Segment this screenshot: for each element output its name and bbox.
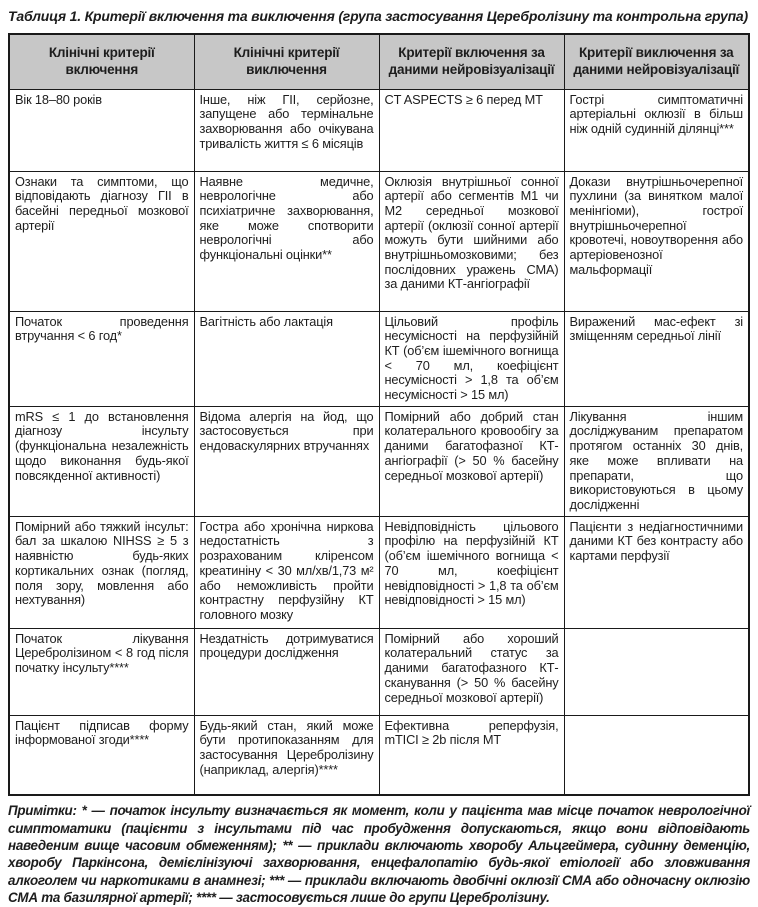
table-title: Таблиця 1. Критерії включення та виключення (група застосування Церебролізину та контрольна група): [8, 8, 748, 24]
table-cell: Невідповідність цільового профілю на перфузійній КТ (об’єм ішемічного вогнища < 70 мл, коефіцієнт невідповідності > 1,8 та об’єм невідповідності > 15 мл): [379, 516, 564, 628]
column-header-clinical-exclusion: Клінічні критерії виключення: [194, 34, 379, 89]
table-cell: Помірний або тяжкий інсульт: бал за шкалою NIHSS ≥ 5 з наявністю будь-яких кортикальних ознак (погляд, поля зору, мовлення або нехтування): [9, 516, 194, 628]
table-cell: Будь-який стан, який може бути протипоказанням для застосування Церебролізину (наприклад, алергія)****: [194, 715, 379, 795]
table-row: [9, 406, 749, 516]
table-cell: Докази внутрішньочерепної пухлини (за винятком малої менінгіоми), гострої внутрішньочерепної кровотечі, новоутворення або артеріовенозної мальформації: [564, 171, 749, 311]
table-cell: Помірний або добрий стан колатерального кровообігу за даними багатофазної КТ-ангіографії (> 50 % басейну середньої мозкової артерії): [379, 406, 564, 516]
table-cell: Лікування іншим досліджуваним препаратом протягом останніх 30 днів, яке може впливати на препарати, що використовуються в цьому дослідженні: [564, 406, 749, 516]
table-cell: Початок лікування Церебролізином < 8 год після початку інсульту****: [9, 628, 194, 715]
table-cell: Вік 18–80 років: [9, 89, 194, 171]
table-row: [9, 628, 749, 715]
table-cell: Гостра або хронічна ниркова недостатність з розрахованим кліренсом креатиніну < 30 мл/хв/1,73 м² або неможливість пройти контрастну перфузійну КТ головного мозку: [194, 516, 379, 628]
column-header-neuroimaging-exclusion: Критерії виключення за даними нейровізуалізації: [564, 34, 749, 89]
table-cell: mRS ≤ 1 до встановлення діагнозу інсульту (функціональна незалежність щодо виконання будь-якої повсякденної активності): [9, 406, 194, 516]
table-row: [9, 89, 749, 171]
column-header-clinical-inclusion: Клінічні критерії включення: [9, 34, 194, 89]
table-cell: [564, 715, 749, 795]
table-cell: Ефективна реперфузія, mTICI ≥ 2b після МТ: [379, 715, 564, 795]
criteria-table: [8, 33, 750, 796]
table-cell: Наявне медичне, неврологічне або психіатричне захворювання, яке може спотворити неврологічні або функціональні оцінки**: [194, 171, 379, 311]
table-row: [9, 516, 749, 628]
table-cell: Пацієнти з недіагностичними даними КТ без контрасту або картами перфузії: [564, 516, 749, 628]
table-row: [9, 311, 749, 406]
table-cell: Інше, ніж ГІІ, серйозне, запущене або термінальне захворювання або очікувана тривалість життя ≤ 6 місяців: [194, 89, 379, 171]
table-cell: CT ASPECTS ≥ 6 перед МТ: [379, 89, 564, 171]
table-cell: Вагітність або лактація: [194, 311, 379, 406]
table-cell: Гострі симптоматичні артеріальні оклюзії в більш ніж одній судинній ділянці***: [564, 89, 749, 171]
table-cell: Відома алергія на йод, що застосовується при ендоваскулярних втручаннях: [194, 406, 379, 516]
column-header-neuroimaging-inclusion: Критерії включення за даними нейровізуалізації: [379, 34, 564, 89]
table-cell: Ознаки та симптоми, що відповідають діагнозу ГІІ в басейні передньої мозкової артерії: [9, 171, 194, 311]
table-cell: Помірний або хороший колатеральний статус за даними багатофазного КТ-сканування (> 50 % басейну середньої мозкової артерії): [379, 628, 564, 715]
table-cell: Оклюзія внутрішньої сонної артерії або сегментів М1 чи М2 середньої мозкової артерії (оклюзії сонної артерії можуть бути шийними або внутрішньомозковими; без послідовних уражень СМА) за даними КТ-ангіографії: [379, 171, 564, 311]
table-cell: Пацієнт підписав форму інформованої згоди****: [9, 715, 194, 795]
header-row: [9, 34, 749, 89]
table-cell: Виражений мас-ефект зі зміщенням середньої лінії: [564, 311, 749, 406]
table-cell: Цільовий профіль несумісності на перфузійній КТ (об’єм ішемічного вогнища < 70 мл, коефіцієнт несумісності > 1,8 та об’єм несумісності > 15 мл): [379, 311, 564, 406]
table-cell: Нездатність дотримуватися процедури дослідження: [194, 628, 379, 715]
table-row: [9, 715, 749, 795]
table-cell: [564, 628, 749, 715]
footnotes: Примітки: * — початок інсульту визначається як момент, коли у пацієнта мав місце початок неврологічної симптоматики (пацієнти з інсультами під час пробудження допускаються, якщо вони відповідають наведеним вище часовим обмеженням); ** — приклади включають хворобу Альцгеймера, судинну деменцію, хворобу Паркінсона, демієлінізуючі захворювання, енцефалопатію будь-якої етіології або зловживання алкоголем чи наркотиками в анамнезі; *** — приклади включають двобічні оклюзії СМА або одночасну оклюзію СМА та базилярної артерії; **** — застосовується лише до групи Церебролізину.: [8, 803, 750, 906]
table-row: [9, 171, 749, 311]
table-cell: Початок проведення втручання < 6 год*: [9, 311, 194, 406]
